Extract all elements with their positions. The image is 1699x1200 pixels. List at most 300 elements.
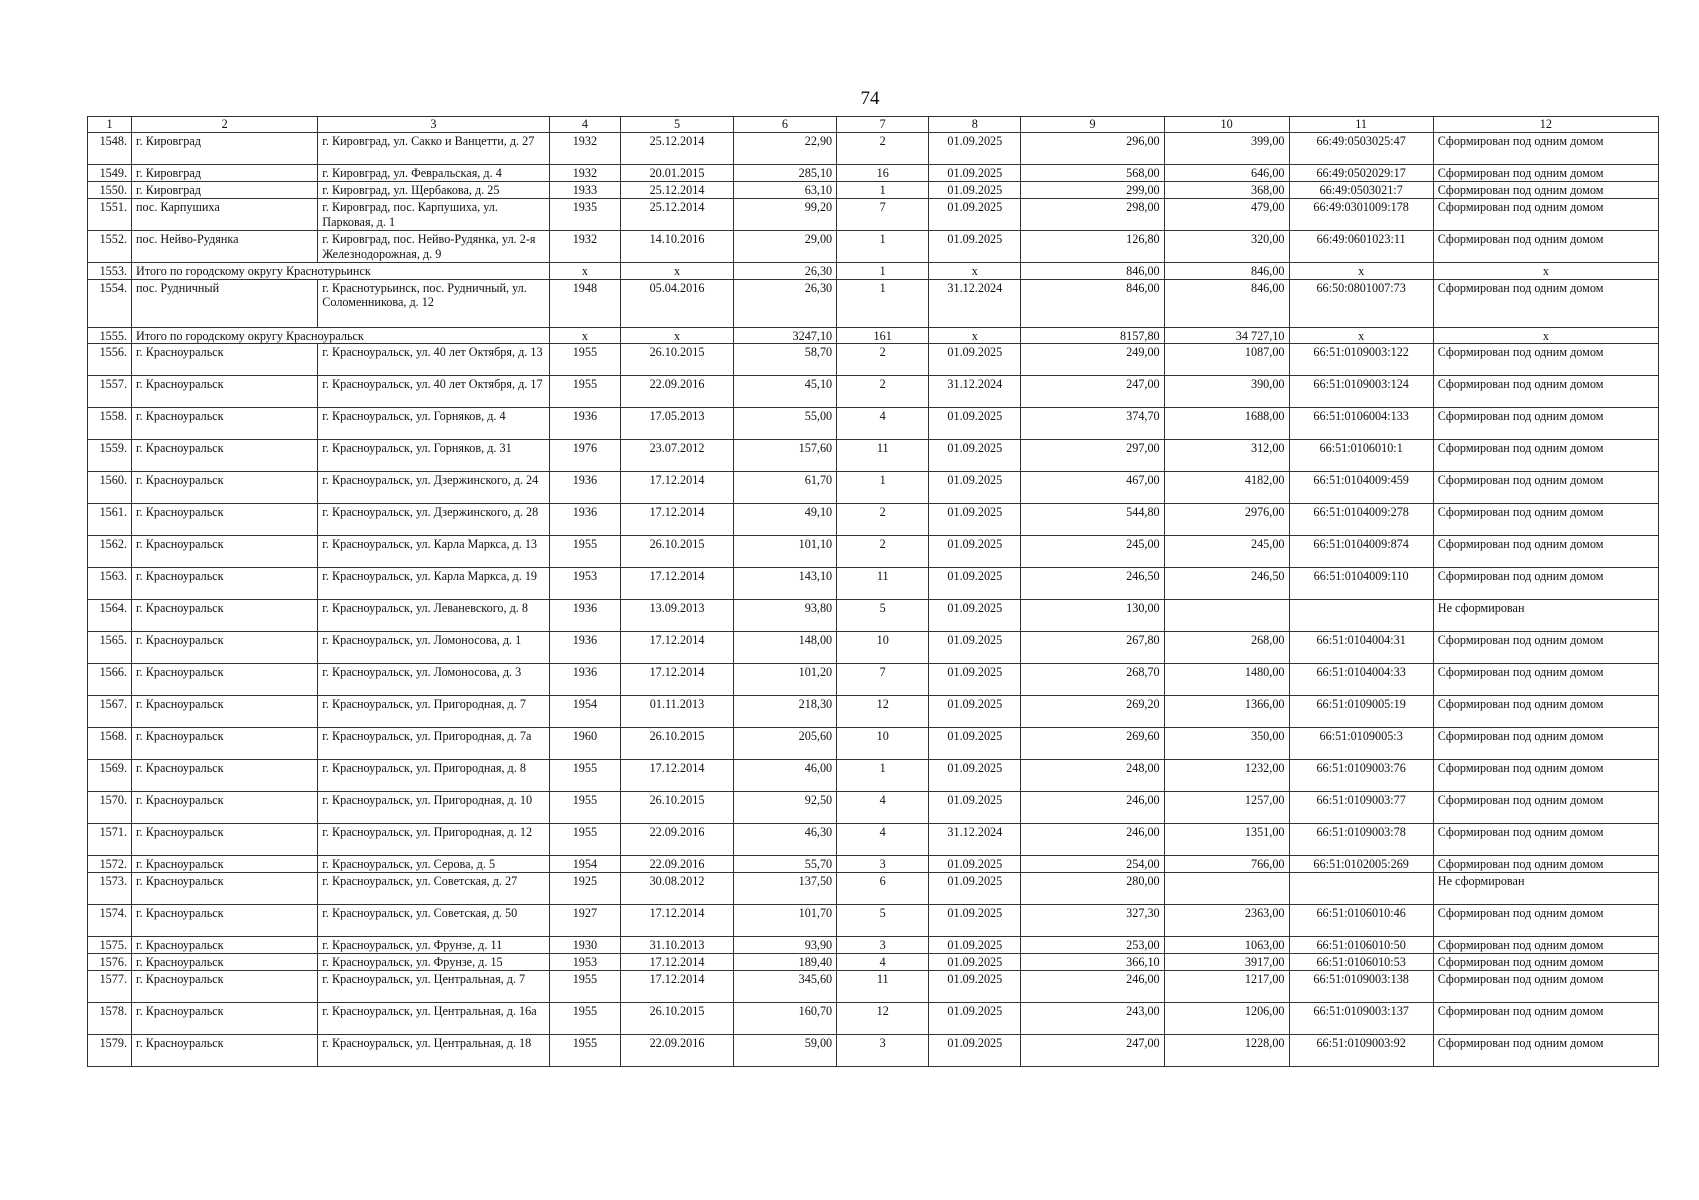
row-number: 1578.: [88, 1003, 132, 1035]
address-cell: г. Красноуральск, ул. Горняков, д. 31: [318, 440, 549, 472]
value9-cell: 568,00: [1021, 164, 1164, 181]
row-number: 1575.: [88, 937, 132, 954]
area-cell: 46,30: [733, 824, 836, 856]
column-number: 10: [1164, 117, 1289, 133]
value10-cell: 350,00: [1164, 728, 1289, 760]
value10-cell: 2363,00: [1164, 905, 1289, 937]
date-cell: 26.10.2015: [621, 1003, 734, 1035]
row-number: 1568.: [88, 728, 132, 760]
row-number: 1563.: [88, 568, 132, 600]
date-cell: 17.05.2013: [621, 408, 734, 440]
cadastral-cell: 66:51:0109003:78: [1289, 824, 1433, 856]
date-cell: 22.09.2016: [621, 824, 734, 856]
deadline-cell: 01.09.2025: [929, 728, 1021, 760]
date-cell: 30.08.2012: [621, 873, 734, 905]
status-cell: x: [1433, 327, 1658, 344]
cadastral-cell: 66:51:0109005:19: [1289, 696, 1433, 728]
deadline-cell: 01.09.2025: [929, 164, 1021, 181]
count-cell: 3: [837, 856, 929, 873]
date-cell: 31.10.2013: [621, 937, 734, 954]
year-cell: 1955: [549, 376, 621, 408]
area-cell: 189,40: [733, 954, 836, 971]
deadline-cell: 01.09.2025: [929, 954, 1021, 971]
area-cell: 55,70: [733, 856, 836, 873]
address-cell: г. Красноуральск, ул. 40 лет Октября, д. 13: [318, 344, 549, 376]
row-number: 1551.: [88, 198, 132, 230]
value9-cell: 249,00: [1021, 344, 1164, 376]
year-cell: 1955: [549, 824, 621, 856]
column-number: 1: [88, 117, 132, 133]
cadastral-cell: 66:49:0503021:7: [1289, 181, 1433, 198]
date-cell: 17.12.2014: [621, 664, 734, 696]
locality-cell: г. Красноуральск: [132, 696, 318, 728]
year-cell: 1954: [549, 856, 621, 873]
locality-cell: г. Красноуральск: [132, 536, 318, 568]
area-cell: 345,60: [733, 971, 836, 1003]
address-cell: г. Кировград, ул. Февральская, д. 4: [318, 164, 549, 181]
area-cell: 92,50: [733, 792, 836, 824]
status-cell: Сформирован под одним домом: [1433, 408, 1658, 440]
status-cell: Сформирован под одним домом: [1433, 536, 1658, 568]
table-row: [88, 600, 1659, 632]
count-cell: 1: [837, 230, 929, 262]
cadastral-cell: 66:51:0109005:3: [1289, 728, 1433, 760]
value9-cell: 254,00: [1021, 856, 1164, 873]
deadline-cell: 01.09.2025: [929, 198, 1021, 230]
year-cell: 1936: [549, 632, 621, 664]
status-cell: Сформирован под одним домом: [1433, 696, 1658, 728]
value9-cell: 248,00: [1021, 760, 1164, 792]
column-number: 7: [837, 117, 929, 133]
count-cell: 1: [837, 181, 929, 198]
value10-cell: [1164, 600, 1289, 632]
value10-cell: 368,00: [1164, 181, 1289, 198]
address-cell: г. Красноуральск, ул. Советская, д. 27: [318, 873, 549, 905]
column-number: 3: [318, 117, 549, 133]
year-cell: 1925: [549, 873, 621, 905]
deadline-cell: 01.09.2025: [929, 132, 1021, 164]
value10-cell: 246,50: [1164, 568, 1289, 600]
date-cell: 26.10.2015: [621, 792, 734, 824]
locality-cell: г. Красноуральск: [132, 664, 318, 696]
locality-cell: г. Красноуральск: [132, 376, 318, 408]
table-row: [88, 472, 1659, 504]
area-cell: 143,10: [733, 568, 836, 600]
cadastral-cell: 66:51:0109003:76: [1289, 760, 1433, 792]
year-cell: 1936: [549, 600, 621, 632]
value9-cell: 269,60: [1021, 728, 1164, 760]
table-row: [88, 760, 1659, 792]
count-cell: 4: [837, 408, 929, 440]
count-cell: 1: [837, 262, 929, 279]
deadline-cell: 01.09.2025: [929, 1035, 1021, 1067]
year-cell: 1948: [549, 279, 621, 327]
status-cell: Не сформирован: [1433, 873, 1658, 905]
row-number: 1561.: [88, 504, 132, 536]
date-cell: x: [621, 262, 734, 279]
year-cell: 1955: [549, 792, 621, 824]
cadastral-cell: x: [1289, 327, 1433, 344]
count-cell: 7: [837, 198, 929, 230]
status-cell: Сформирован под одним домом: [1433, 504, 1658, 536]
area-cell: 3247,10: [733, 327, 836, 344]
deadline-cell: x: [929, 262, 1021, 279]
value9-cell: 299,00: [1021, 181, 1164, 198]
area-cell: 29,00: [733, 230, 836, 262]
table-row: [88, 792, 1659, 824]
date-cell: 17.12.2014: [621, 760, 734, 792]
row-number: 1550.: [88, 181, 132, 198]
status-cell: Не сформирован: [1433, 600, 1658, 632]
area-cell: 93,80: [733, 600, 836, 632]
address-cell: г. Красноуральск, ул. Пригородная, д. 12: [318, 824, 549, 856]
locality-cell: г. Красноуральск: [132, 1003, 318, 1035]
row-number: 1559.: [88, 440, 132, 472]
cadastral-cell: 66:51:0109003:138: [1289, 971, 1433, 1003]
year-cell: 1955: [549, 971, 621, 1003]
date-cell: 25.12.2014: [621, 132, 734, 164]
year-cell: 1930: [549, 937, 621, 954]
table-row: [88, 376, 1659, 408]
row-number: 1553.: [88, 262, 132, 279]
column-number: 6: [733, 117, 836, 133]
row-number: 1549.: [88, 164, 132, 181]
area-cell: 26,30: [733, 262, 836, 279]
date-cell: 17.12.2014: [621, 632, 734, 664]
year-cell: 1932: [549, 230, 621, 262]
value9-cell: 126,80: [1021, 230, 1164, 262]
value9-cell: 130,00: [1021, 600, 1164, 632]
status-cell: Сформирован под одним домом: [1433, 230, 1658, 262]
value9-cell: 269,20: [1021, 696, 1164, 728]
cadastral-cell: x: [1289, 262, 1433, 279]
area-cell: 101,10: [733, 536, 836, 568]
value9-cell: 246,50: [1021, 568, 1164, 600]
locality-cell: г. Красноуральск: [132, 408, 318, 440]
area-cell: 59,00: [733, 1035, 836, 1067]
count-cell: 2: [837, 344, 929, 376]
deadline-cell: 01.09.2025: [929, 937, 1021, 954]
status-cell: Сформирован под одним домом: [1433, 568, 1658, 600]
row-number: 1577.: [88, 971, 132, 1003]
status-cell: Сформирован под одним домом: [1433, 1003, 1658, 1035]
table-row: [88, 728, 1659, 760]
date-cell: 17.12.2014: [621, 971, 734, 1003]
date-cell: x: [621, 327, 734, 344]
deadline-cell: x: [929, 327, 1021, 344]
year-cell: 1955: [549, 760, 621, 792]
locality-cell: г. Красноуральск: [132, 504, 318, 536]
date-cell: 17.12.2014: [621, 905, 734, 937]
deadline-cell: 01.09.2025: [929, 664, 1021, 696]
area-cell: 101,70: [733, 905, 836, 937]
locality-cell: г. Красноуральск: [132, 760, 318, 792]
locality-cell: г. Красноуральск: [132, 971, 318, 1003]
row-number: 1552.: [88, 230, 132, 262]
cadastral-cell: 66:51:0106010:46: [1289, 905, 1433, 937]
table-row: [88, 440, 1659, 472]
value10-cell: 1217,00: [1164, 971, 1289, 1003]
address-cell: г. Кировград, пос. Нейво-Рудянка, ул. 2-я Железнодорожная, д. 9: [318, 230, 549, 262]
locality-cell: пос. Нейво-Рудянка: [132, 230, 318, 262]
table-row: [88, 164, 1659, 181]
address-cell: г. Красноуральск, ул. Центральная, д. 7: [318, 971, 549, 1003]
count-cell: 2: [837, 376, 929, 408]
value9-cell: 366,10: [1021, 954, 1164, 971]
year-cell: 1960: [549, 728, 621, 760]
table-row: [88, 504, 1659, 536]
table-row: [88, 132, 1659, 164]
year-cell: 1953: [549, 568, 621, 600]
value9-cell: 467,00: [1021, 472, 1164, 504]
status-cell: Сформирован под одним домом: [1433, 472, 1658, 504]
status-cell: Сформирован под одним домом: [1433, 181, 1658, 198]
value9-cell: 246,00: [1021, 824, 1164, 856]
cadastral-cell: 66:51:0109003:77: [1289, 792, 1433, 824]
address-cell: г. Красноуральск, ул. Советская, д. 50: [318, 905, 549, 937]
cadastral-cell: [1289, 873, 1433, 905]
row-number: 1567.: [88, 696, 132, 728]
row-number: 1579.: [88, 1035, 132, 1067]
locality-cell: г. Красноуральск: [132, 632, 318, 664]
row-number: 1554.: [88, 279, 132, 327]
status-cell: Сформирован под одним домом: [1433, 954, 1658, 971]
status-cell: Сформирован под одним домом: [1433, 344, 1658, 376]
value10-cell: 846,00: [1164, 262, 1289, 279]
row-number: 1573.: [88, 873, 132, 905]
address-cell: г. Красноуральск, ул. Дзержинского, д. 24: [318, 472, 549, 504]
value9-cell: 247,00: [1021, 376, 1164, 408]
value10-cell: 1257,00: [1164, 792, 1289, 824]
locality-cell: г. Кировград: [132, 132, 318, 164]
area-cell: 22,90: [733, 132, 836, 164]
value9-cell: 245,00: [1021, 536, 1164, 568]
deadline-cell: 31.12.2024: [929, 824, 1021, 856]
area-cell: 205,60: [733, 728, 836, 760]
value10-cell: 312,00: [1164, 440, 1289, 472]
value10-cell: 34 727,10: [1164, 327, 1289, 344]
value9-cell: 268,70: [1021, 664, 1164, 696]
locality-cell: г. Кировград: [132, 164, 318, 181]
table-row: [88, 279, 1659, 327]
row-number: 1576.: [88, 954, 132, 971]
date-cell: 20.01.2015: [621, 164, 734, 181]
table-row: [88, 632, 1659, 664]
table-row: [88, 696, 1659, 728]
count-cell: 2: [837, 504, 929, 536]
date-cell: 26.10.2015: [621, 344, 734, 376]
cadastral-cell: 66:51:0104009:459: [1289, 472, 1433, 504]
locality-cell: пос. Карпушиха: [132, 198, 318, 230]
row-number: 1558.: [88, 408, 132, 440]
cadastral-cell: 66:51:0109003:122: [1289, 344, 1433, 376]
value10-cell: 1480,00: [1164, 664, 1289, 696]
count-cell: 5: [837, 905, 929, 937]
value10-cell: 1206,00: [1164, 1003, 1289, 1035]
cadastral-cell: 66:51:0106010:1: [1289, 440, 1433, 472]
area-cell: 148,00: [733, 632, 836, 664]
deadline-cell: 01.09.2025: [929, 408, 1021, 440]
address-cell: г. Красноуральск, ул. Центральная, д. 16а: [318, 1003, 549, 1035]
row-number: 1557.: [88, 376, 132, 408]
area-cell: 45,10: [733, 376, 836, 408]
area-cell: 137,50: [733, 873, 836, 905]
count-cell: 1: [837, 472, 929, 504]
address-cell: г. Красноуральск, ул. Пригородная, д. 7: [318, 696, 549, 728]
deadline-cell: 01.09.2025: [929, 344, 1021, 376]
total-label: Итого по городскому округу Краснотурьинск: [132, 262, 550, 279]
locality-cell: г. Кировград: [132, 181, 318, 198]
count-cell: 1: [837, 760, 929, 792]
table-row: [88, 1003, 1659, 1035]
table-row: [88, 971, 1659, 1003]
address-cell: г. Красноуральск, ул. Ломоносова, д. 1: [318, 632, 549, 664]
address-cell: г. Красноуральск, ул. Пригородная, д. 8: [318, 760, 549, 792]
area-cell: 46,00: [733, 760, 836, 792]
row-number: 1562.: [88, 536, 132, 568]
table-row: [88, 568, 1659, 600]
year-cell: 1936: [549, 504, 621, 536]
status-cell: Сформирован под одним домом: [1433, 856, 1658, 873]
value10-cell: 1228,00: [1164, 1035, 1289, 1067]
value10-cell: 399,00: [1164, 132, 1289, 164]
status-cell: Сформирован под одним домом: [1433, 376, 1658, 408]
value9-cell: 846,00: [1021, 279, 1164, 327]
address-cell: г. Красноуральск, ул. Фрунзе, д. 11: [318, 937, 549, 954]
status-cell: Сформирован под одним домом: [1433, 632, 1658, 664]
column-number: 12: [1433, 117, 1658, 133]
year-cell: 1976: [549, 440, 621, 472]
value9-cell: 8157,80: [1021, 327, 1164, 344]
status-cell: Сформирован под одним домом: [1433, 664, 1658, 696]
address-cell: г. Красноуральск, ул. Пригородная, д. 10: [318, 792, 549, 824]
date-cell: 13.09.2013: [621, 600, 734, 632]
value10-cell: 3917,00: [1164, 954, 1289, 971]
year-cell: 1932: [549, 164, 621, 181]
count-cell: 12: [837, 1003, 929, 1035]
locality-cell: г. Красноуральск: [132, 937, 318, 954]
table-row: [88, 937, 1659, 954]
value10-cell: 390,00: [1164, 376, 1289, 408]
value10-cell: 1366,00: [1164, 696, 1289, 728]
status-cell: Сформирован под одним домом: [1433, 760, 1658, 792]
value10-cell: 846,00: [1164, 279, 1289, 327]
deadline-cell: 01.09.2025: [929, 873, 1021, 905]
date-cell: 22.09.2016: [621, 1035, 734, 1067]
area-cell: 101,20: [733, 664, 836, 696]
deadline-cell: 01.09.2025: [929, 230, 1021, 262]
locality-cell: г. Красноуральск: [132, 792, 318, 824]
year-cell: 1955: [549, 1035, 621, 1067]
area-cell: 49,10: [733, 504, 836, 536]
table-row: [88, 230, 1659, 262]
year-cell: x: [549, 327, 621, 344]
table-row: [88, 1035, 1659, 1067]
deadline-cell: 01.09.2025: [929, 568, 1021, 600]
value9-cell: 246,00: [1021, 971, 1164, 1003]
cadastral-cell: 66:51:0104004:31: [1289, 632, 1433, 664]
locality-cell: г. Красноуральск: [132, 728, 318, 760]
deadline-cell: 01.09.2025: [929, 181, 1021, 198]
date-cell: 17.12.2014: [621, 472, 734, 504]
date-cell: 22.09.2016: [621, 376, 734, 408]
cadastral-cell: 66:49:0601023:11: [1289, 230, 1433, 262]
address-cell: г. Красноуральск, ул. Пригородная, д. 7а: [318, 728, 549, 760]
date-cell: 25.12.2014: [621, 198, 734, 230]
status-cell: Сформирован под одним домом: [1433, 824, 1658, 856]
status-cell: Сформирован под одним домом: [1433, 937, 1658, 954]
locality-cell: г. Красноуральск: [132, 824, 318, 856]
address-cell: г. Красноуральск, ул. Фрунзе, д. 15: [318, 954, 549, 971]
row-number: 1572.: [88, 856, 132, 873]
column-number-row: [88, 117, 1659, 133]
value10-cell: 320,00: [1164, 230, 1289, 262]
deadline-cell: 01.09.2025: [929, 504, 1021, 536]
status-cell: Сформирован под одним домом: [1433, 132, 1658, 164]
cadastral-cell: 66:51:0104004:33: [1289, 664, 1433, 696]
table-row: [88, 905, 1659, 937]
locality-cell: г. Красноуральск: [132, 873, 318, 905]
count-cell: 12: [837, 696, 929, 728]
year-cell: 1955: [549, 1003, 621, 1035]
row-number: 1565.: [88, 632, 132, 664]
table-row: [88, 824, 1659, 856]
deadline-cell: 01.09.2025: [929, 472, 1021, 504]
table-row: [88, 408, 1659, 440]
row-number: 1569.: [88, 760, 132, 792]
value9-cell: 374,70: [1021, 408, 1164, 440]
value9-cell: 327,30: [1021, 905, 1164, 937]
area-cell: 218,30: [733, 696, 836, 728]
cadastral-cell: 66:49:0301009:178: [1289, 198, 1433, 230]
area-cell: 58,70: [733, 344, 836, 376]
area-cell: 93,90: [733, 937, 836, 954]
cadastral-cell: 66:51:0106004:133: [1289, 408, 1433, 440]
value10-cell: 1087,00: [1164, 344, 1289, 376]
cadastral-cell: [1289, 600, 1433, 632]
address-cell: г. Красноуральск, ул. Горняков, д. 4: [318, 408, 549, 440]
count-cell: 4: [837, 954, 929, 971]
date-cell: 01.11.2013: [621, 696, 734, 728]
cadastral-cell: 66:50:0801007:73: [1289, 279, 1433, 327]
value9-cell: 297,00: [1021, 440, 1164, 472]
area-cell: 61,70: [733, 472, 836, 504]
status-cell: Сформирован под одним домом: [1433, 792, 1658, 824]
date-cell: 26.10.2015: [621, 728, 734, 760]
area-cell: 157,60: [733, 440, 836, 472]
row-number: 1566.: [88, 664, 132, 696]
deadline-cell: 01.09.2025: [929, 792, 1021, 824]
value10-cell: 646,00: [1164, 164, 1289, 181]
count-cell: 3: [837, 1035, 929, 1067]
count-cell: 1: [837, 279, 929, 327]
count-cell: 11: [837, 440, 929, 472]
year-cell: 1932: [549, 132, 621, 164]
year-cell: 1933: [549, 181, 621, 198]
locality-cell: г. Красноуральск: [132, 1035, 318, 1067]
value10-cell: 1232,00: [1164, 760, 1289, 792]
value10-cell: 1351,00: [1164, 824, 1289, 856]
deadline-cell: 01.09.2025: [929, 440, 1021, 472]
row-number: 1548.: [88, 132, 132, 164]
value9-cell: 243,00: [1021, 1003, 1164, 1035]
value9-cell: 253,00: [1021, 937, 1164, 954]
value9-cell: 298,00: [1021, 198, 1164, 230]
year-cell: 1936: [549, 472, 621, 504]
housing-table: [87, 116, 1659, 1067]
value10-cell: 2976,00: [1164, 504, 1289, 536]
address-cell: г. Красноуральск, ул. Дзержинского, д. 28: [318, 504, 549, 536]
